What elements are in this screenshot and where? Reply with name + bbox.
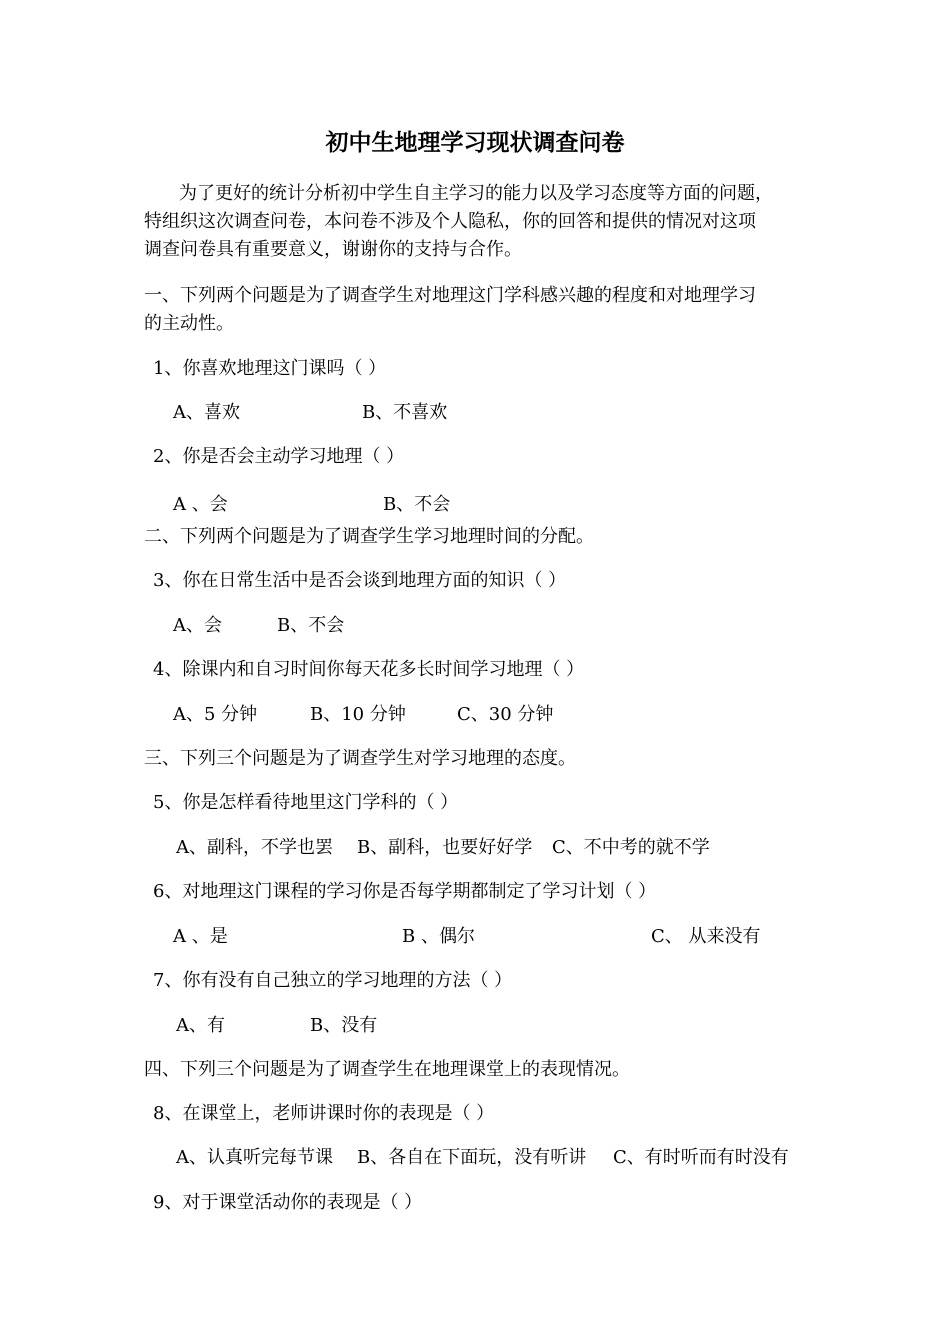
- document-title: 初中生地理学习现状调查问卷: [325, 129, 625, 156]
- option-b: B 、偶尔: [402, 926, 475, 947]
- option-b: B、副科，也要好好学: [357, 837, 533, 858]
- option-b: B、10 分钟: [310, 704, 406, 725]
- question-5: 5、你是怎样看待地里这门学科的（ ）: [153, 792, 459, 813]
- question-7: 7、你有没有自己独立的学习地理的方法（ ）: [153, 970, 513, 991]
- option-a: A 、会: [173, 494, 228, 515]
- option-b: B、没有: [310, 1015, 378, 1036]
- section-heading: 三、下列三个问题是为了调查学生对学习地理的态度。: [144, 748, 576, 769]
- question-6: 6、对地理这门课程的学习你是否每学期都制定了学习计划（ ）: [153, 881, 657, 902]
- question-8: 8、在课堂上，老师讲课时你的表现是（ ）: [153, 1103, 495, 1124]
- option-c: C、不中考的就不学: [552, 837, 710, 858]
- section-heading: 一、下列两个问题是为了调查学生对地理这门学科感兴趣的程度和对地理学习: [144, 285, 756, 306]
- question-3: 3、你在日常生活中是否会谈到地理方面的知识（ ）: [153, 570, 567, 591]
- option-a: A、喜欢: [173, 402, 240, 423]
- option-a: A、5 分钟: [173, 704, 258, 725]
- option-c: C、30 分钟: [457, 704, 554, 725]
- intro-line: 调查问卷具有重要意义，谢谢你的支持与合作。: [144, 239, 522, 260]
- option-b: B、不会: [383, 494, 451, 515]
- question-9: 9、对于课堂活动你的表现是（ ）: [153, 1192, 423, 1213]
- intro-line: 特组织这次调查问卷，本问卷不涉及个人隐私，你的回答和提供的情况对这项: [144, 211, 756, 232]
- option-a: A、有: [176, 1015, 225, 1036]
- section-heading: 二、下列两个问题是为了调查学生学习地理时间的分配。: [144, 526, 594, 547]
- question-1: 1、你喜欢地理这门课吗（ ）: [153, 358, 387, 379]
- question-4: 4、除课内和自习时间你每天花多长时间学习地理（ ）: [153, 659, 585, 680]
- question-2: 2、你是否会主动学习地理（ ）: [153, 446, 405, 467]
- option-a: A、会: [173, 615, 222, 636]
- section-heading: 四、下列三个问题是为了调查学生在地理课堂上的表现情况。: [144, 1059, 630, 1080]
- option-b: B、各自在下面玩，没有听讲: [357, 1147, 587, 1168]
- section-heading: 的主动性。: [144, 313, 234, 334]
- option-c: C、有时听而有时没有: [613, 1147, 789, 1168]
- option-c: C、 从来没有: [651, 926, 761, 947]
- option-a: A、副科，不学也罢: [176, 837, 333, 858]
- option-a: A、认真听完每节课: [176, 1147, 333, 1168]
- option-a: A 、是: [173, 926, 228, 947]
- intro-line: 为了更好的统计分析初中学生自主学习的能力以及学习态度等方面的问题，: [179, 183, 773, 204]
- option-b: B、不喜欢: [362, 402, 448, 423]
- option-b: B、不会: [277, 615, 345, 636]
